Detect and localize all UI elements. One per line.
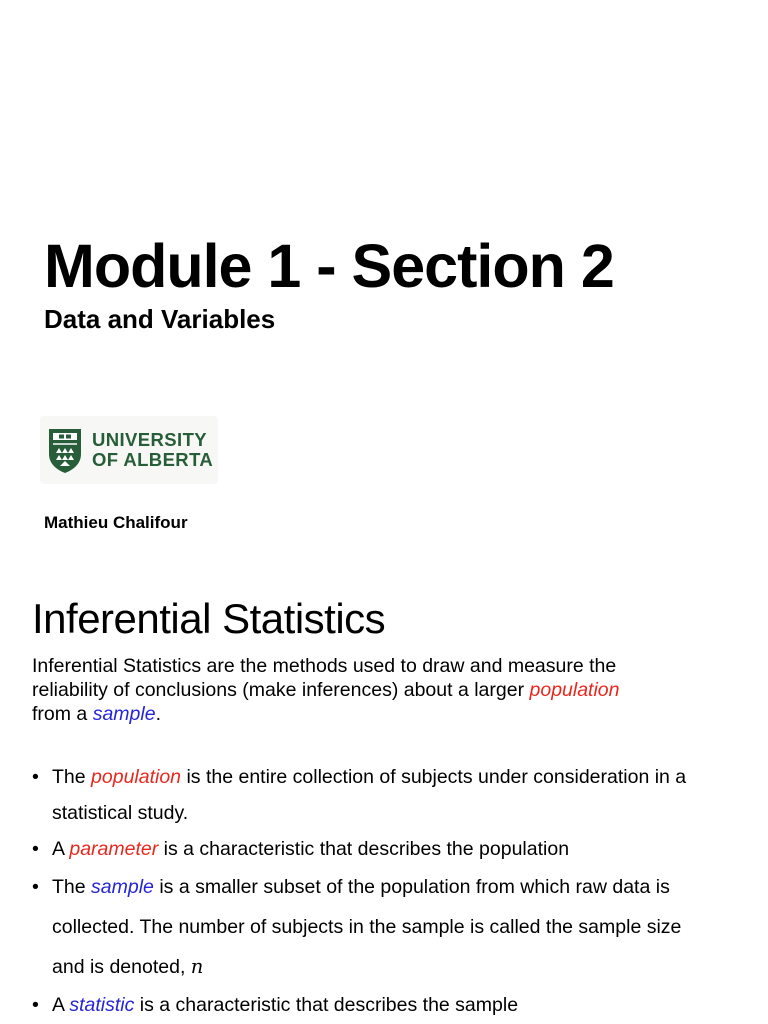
module-title: Module 1 - Section 2 bbox=[44, 232, 614, 300]
university-shield-icon bbox=[46, 426, 84, 474]
module-subtitle: Data and Variables bbox=[44, 304, 276, 334]
term-population: population bbox=[91, 766, 182, 788]
list-item bbox=[32, 831, 692, 867]
intro-text-start: Inferential Statistics are the methods used to draw and measure the reliability of conclusions (make inferences) about a larger bbox=[32, 655, 617, 701]
term-sample: sample bbox=[92, 703, 156, 725]
bullet-text: is a smaller subset of the population from which raw data is collected. The number of subjects in the sample is called the sample size and is denoted, bbox=[52, 876, 682, 978]
definition-list bbox=[32, 759, 712, 1023]
intro-paragraph bbox=[32, 654, 692, 726]
author-name: Mathieu Chalifour bbox=[44, 513, 188, 532]
wordmark-line-1: UNIVERSITY bbox=[92, 429, 208, 450]
inferential-statistics-section bbox=[32, 592, 712, 1023]
bullet-text: is a characteristic that describes the population bbox=[158, 838, 570, 860]
term-parameter: parameter bbox=[69, 838, 159, 860]
university-wordmark bbox=[92, 430, 213, 470]
bullet-text: is a characteristic that describes the sample bbox=[134, 994, 519, 1016]
section-title: Inferential Statistics bbox=[32, 595, 386, 642]
intro-text-middle: from a bbox=[32, 703, 93, 725]
term-population: population bbox=[529, 679, 620, 701]
university-logo bbox=[40, 416, 218, 484]
list-item bbox=[32, 867, 692, 987]
term-sample: sample bbox=[91, 876, 154, 898]
term-statistic: statistic bbox=[69, 994, 135, 1016]
bullet-text: A bbox=[52, 838, 70, 860]
bullet-text: is the entire collection of subjects under consideration in a statistical study. bbox=[52, 766, 687, 824]
wordmark-line-2: OF ALBERTA bbox=[92, 449, 214, 470]
bullet-text: The bbox=[52, 876, 92, 898]
bullet-text: The bbox=[52, 766, 92, 788]
title-slide bbox=[44, 232, 744, 336]
sample-size-symbol: n bbox=[190, 955, 204, 978]
bullet-text: A bbox=[52, 994, 70, 1016]
intro-text-end: . bbox=[155, 703, 161, 725]
list-item bbox=[32, 759, 692, 831]
list-item bbox=[32, 987, 692, 1023]
